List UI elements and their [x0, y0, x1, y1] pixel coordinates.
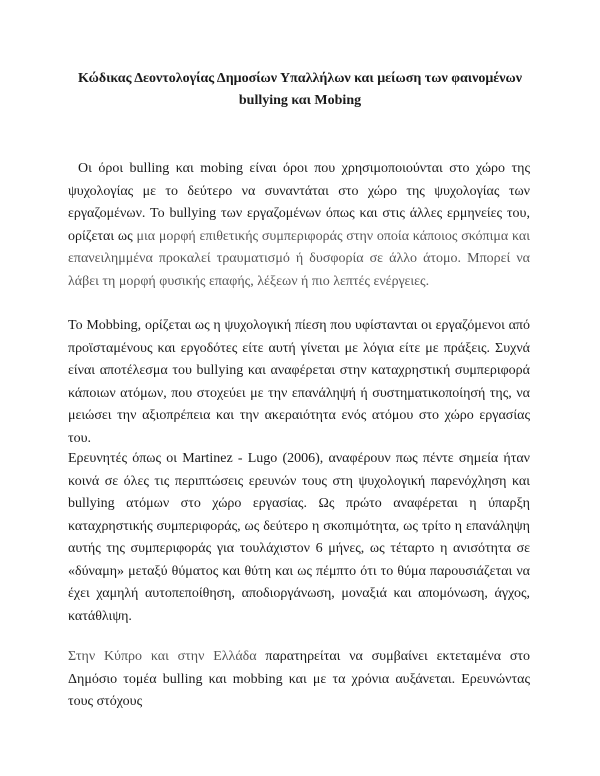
document-title-line-2: bullying και Mobing	[238, 93, 362, 108]
paragraph-4-text-a: Στην Κύπρο και στην Ελλάδα	[68, 649, 257, 664]
paragraph-1-text-a: Οι όροι bulling και mobing είναι όροι που χρησιμοποιούνται στο χώρο της ψυχολογίας με το δεύτερο να συναντάται στο χώρο της ψυχολογίας των εργαζομένων. Το bullying των εργαζομένων όπως και στις άλλες ερμηνείες του, ορίζεται ως	[68, 161, 530, 244]
paragraph-1	[68, 158, 530, 293]
paragraph-4	[68, 646, 530, 714]
document-title-line-1: Κώδικας Δεοντολογίας Δημοσίων Υπαλλήλων και μείωση των φαινομένων	[77, 71, 523, 86]
paragraph-3: Ερευνητές όπως οι Martinez - Lugo (2006), αναφέρουν πως πέντε σημεία ήταν κοινά σε όλες τις περιπτώσεις ερευνών τους στη ψυχολογική παρενόχληση και bullying ατόμων στο χώρο εργασίας. Ως πρώτο αναφέρεται η ύπαρξη καταχρηστικής συμπεριφοράς, ως δεύτερο η σκοπιμότητα, ως τρίτο η επανάληψη αυτής της συμπεριφοράς για τουλάχιστον 6 μήνες, ως τέταρτο η ανισότητα σε «δύναμη» μεταξύ θύματος και θύτη και ως πέμπτο ότι το θύμα παρουσιάζεται να έχει χαμηλή αυτοπεποίθηση, αποδιοργάνωση, μοναξιά και απομόνωση, άγχος, κατάθλιψη.	[68, 451, 530, 624]
paragraph-2: Το Mobbing, ορίζεται ως η ψυχολογική πίεση που υφίστανται οι εργαζόμενοι από προϊσταμένους και εργοδότες είτε αυτή γίνεται με λόγια είτε με πράξεις. Συχνά είναι αποτέλεσμα του bullying και αναφέρεται στην καταχρηστική συμπεριφορά κάποιων ατόμων, που στοχεύει με την επανάληψή ή συστηματικοποίησή της, να μειώσει την αξιοπρέπεια και την ακεραιότητα ενός ατόμου στο χώρο εργασίας του.	[68, 318, 530, 446]
paragraph-1-text-b: μια μορφή επιθετικής συμπεριφοράς στην οποία κάποιος σκόπιμα και επανειλημμένα προκαλεί τραυματισμό ή δυσφορία σε άλλο άτομο. Μπορεί να λάβει τη μορφή φυσικής επαφής, λέξεων ή πιο λεπτές ενέργειες.	[68, 228, 530, 289]
paragraph-4-text-b: παρατηρείται να συμβαίνει εκτεταμένα στο Δημόσιο τομέα bulling και mobbing και με τα χρόνια αυξάνεται. Ερευνώντας τους στόχους	[68, 649, 530, 709]
